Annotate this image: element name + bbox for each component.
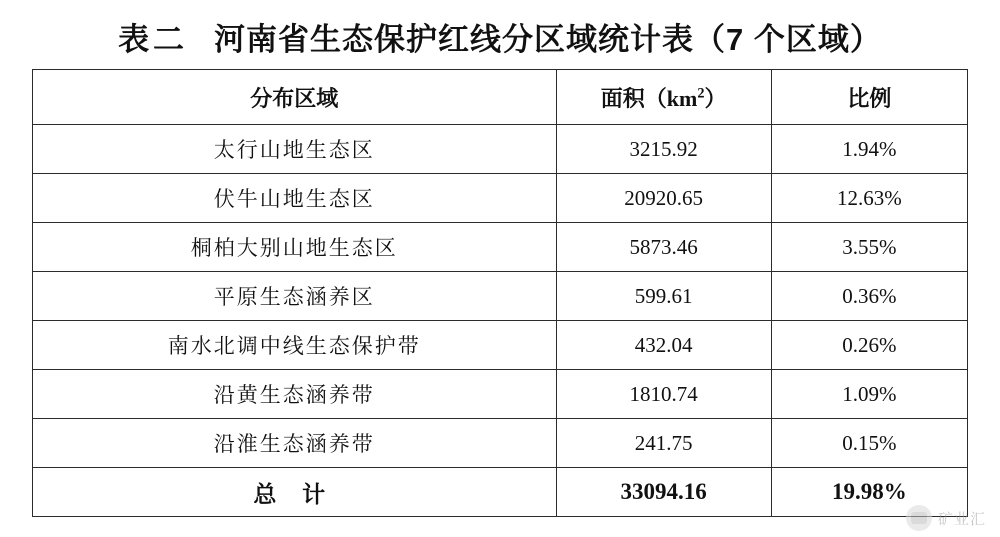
cell-area: 241.75 bbox=[556, 419, 771, 468]
statistics-table bbox=[32, 69, 968, 517]
table-row bbox=[33, 272, 968, 321]
cell-region: 南水北调中线生态保护带 bbox=[33, 321, 557, 370]
watermark-text: 矿业汇 bbox=[937, 510, 986, 528]
table-row bbox=[33, 321, 968, 370]
cell-region: 平原生态涵养区 bbox=[33, 272, 557, 321]
cell-area: 3215.92 bbox=[556, 125, 771, 174]
cell-ratio: 1.94% bbox=[771, 125, 967, 174]
cell-region: 太行山地生态区 bbox=[33, 125, 557, 174]
watermark-logo-icon bbox=[906, 505, 932, 531]
cell-ratio: 3.55% bbox=[771, 223, 967, 272]
cell-ratio: 12.63% bbox=[771, 174, 967, 223]
page-title bbox=[0, 0, 1000, 69]
cell-area: 432.04 bbox=[556, 321, 771, 370]
cell-total-ratio: 19.98% bbox=[771, 468, 967, 517]
cell-region: 沿淮生态涵养带 bbox=[33, 419, 557, 468]
column-header-region: 分布区域 bbox=[33, 70, 557, 125]
column-header-ratio: 比例 bbox=[771, 70, 967, 125]
column-header-area bbox=[556, 70, 771, 125]
cell-region: 沿黄生态涵养带 bbox=[33, 370, 557, 419]
table-header bbox=[33, 70, 968, 125]
table-body bbox=[33, 125, 968, 517]
column-header-area-suffix: ） bbox=[704, 85, 727, 111]
table-row bbox=[33, 223, 968, 272]
cell-ratio: 0.26% bbox=[771, 321, 967, 370]
cell-area: 20920.65 bbox=[556, 174, 771, 223]
cell-area: 5873.46 bbox=[556, 223, 771, 272]
table-row bbox=[33, 125, 968, 174]
cell-total-area: 33094.16 bbox=[556, 468, 771, 517]
column-header-area-exponent: 2 bbox=[697, 85, 705, 102]
cell-ratio: 0.15% bbox=[771, 419, 967, 468]
cell-region: 桐柏大别山地生态区 bbox=[33, 223, 557, 272]
table-row bbox=[33, 419, 968, 468]
cell-ratio: 0.36% bbox=[771, 272, 967, 321]
watermark bbox=[906, 505, 986, 531]
title-main: 河南省生态保护红线分区域统计表（7 个区域） bbox=[214, 22, 882, 57]
cell-total-label: 总 计 bbox=[33, 468, 557, 517]
title-label: 表二 bbox=[118, 22, 189, 57]
cell-ratio: 1.09% bbox=[771, 370, 967, 419]
table-row bbox=[33, 174, 968, 223]
cell-area: 1810.74 bbox=[556, 370, 771, 419]
cell-region: 伏牛山地生态区 bbox=[33, 174, 557, 223]
table-total-row bbox=[33, 468, 968, 517]
table-header-row bbox=[33, 70, 968, 125]
column-header-area-text: 面积（km bbox=[600, 85, 698, 111]
table-row bbox=[33, 370, 968, 419]
cell-area: 599.61 bbox=[556, 272, 771, 321]
